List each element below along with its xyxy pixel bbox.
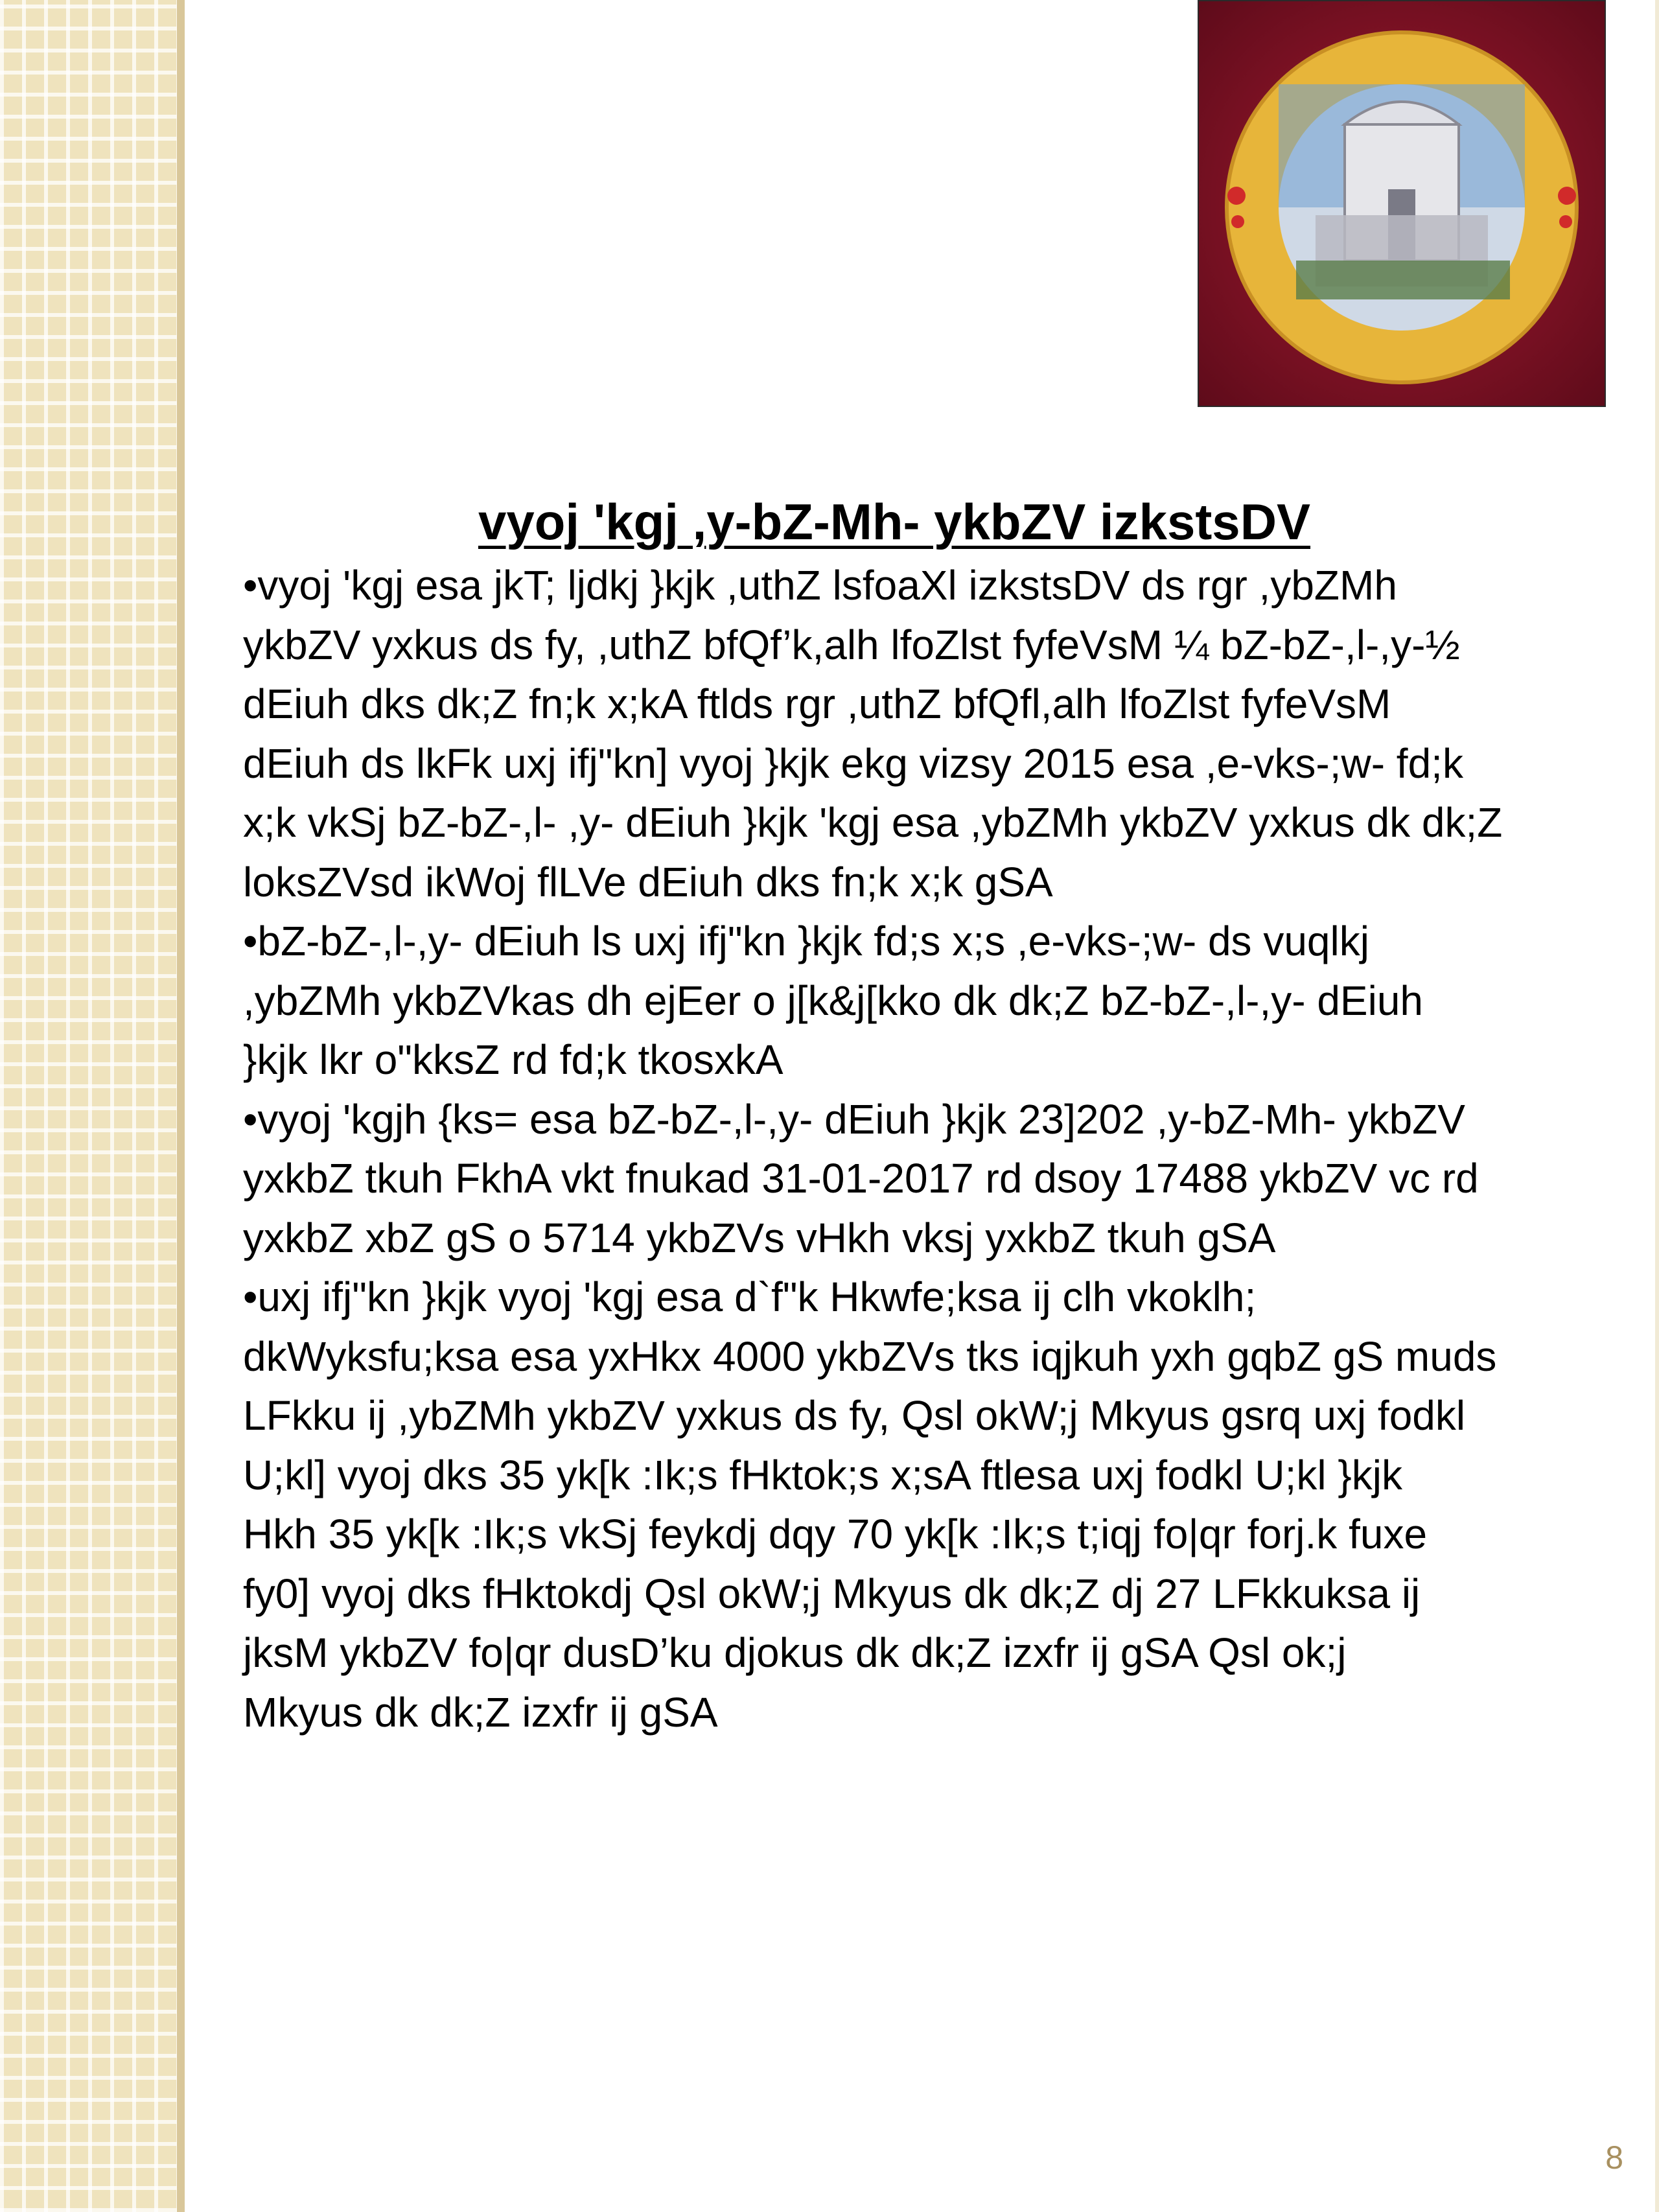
body-line: •uxj ifj"kn }kjk vyoj 'kgj esa d`f"k Hkwfe;ksa ij clh vkoklh; — [243, 1274, 1257, 1320]
body-line: yxkbZ tkuh FkhA vkt fnukad 31-01-2017 rd dsoy 17488 ykbZV vc rd — [243, 1155, 1479, 1202]
body-line: ,ybZMh ykbZVkas dh ejEer o j[k&j[kko dk dk;Z bZ-bZ-,l-,y- dEiuh — [243, 977, 1423, 1024]
body-line: x;k vkSj bZ-bZ-,l- ,y- dEiuh }kjk 'kgj esa ,ybZMh ykbZV yxkus dk dk;Z — [243, 799, 1503, 846]
body-line: •vyoj 'kgj esa jkT; ljdkj }kjk ,uthZ lsfoaXl izkstsDV ds rgr ,ybZMh — [243, 562, 1397, 609]
body-line: dEiuh ds lkFk uxj ifj"kn] vyoj }kjk ekg vizsy 2015 esa ,e-vks-;w- fd;k — [243, 739, 1463, 787]
body-line: }kjk lkr o"kksZ rd fd;k tkosxkA — [243, 1036, 783, 1083]
body-line: •bZ-bZ-,l-,y- dEiuh ls uxj ifj"kn }kjk fd;s x;s ,e-vks-;w- ds vuqlkj — [243, 918, 1369, 964]
body-line: jksM ykbZV fo|qr dusD’ku djokus dk dk;Z izxfr ij gSA Qsl ok;j — [243, 1629, 1347, 1676]
body-line: yxkbZ xbZ gS o 5714 ykbZVs vHkh vksj yxkbZ tkuh gSA — [243, 1214, 1276, 1261]
body-line: U;kl] vyoj dks 35 yk[k :Ik;s fHktok;s x;sA ftlesa uxj fodkl U;kl }kjk — [243, 1451, 1402, 1498]
body-line: fy0] vyoj dks fHktokdj Qsl okW;j Mkyus dk dk;Z dj 27 LFkkuksa ij — [243, 1570, 1421, 1617]
right-edge-strip — [1655, 0, 1659, 2212]
page-title: vyoj 'kgj ,y-bZ-Mh- ykbZV izkstsDV — [478, 493, 1311, 550]
emblem-logo — [1199, 1, 1605, 406]
body-line: Mkyus dk dk;Z izxfr ij gSA — [243, 1688, 718, 1736]
body-line: ykbZV yxkus ds fy, ,uthZ bfQf’k,alh lfoZlst fyfeVsM ¼ bZ-bZ-,l-,y-½ — [243, 621, 1460, 668]
page-number: 8 — [1605, 2139, 1623, 2176]
body-line: Hkh 35 yk[k :Ik;s vkSj feykdj dqy 70 yk[k :Ik;s t;iqj fo|qr forj.k fuxe — [243, 1511, 1428, 1557]
body-line: LFkku ij ,ybZMh ykbZV yxkus ds fy, Qsl okW;j Mkyus gsrq uxj fodkl — [243, 1392, 1466, 1439]
decorative-side-band — [0, 0, 185, 2212]
body-text — [243, 556, 1578, 1742]
body-line: dEiuh dks dk;Z fn;k x;kA ftlds rgr ,uthZ bfQfl,alh lfoZlst fyfeVsM — [243, 681, 1391, 727]
body-line: loksZVsd ikWoj flLVe dEiuh dks fn;k x;k gSA — [243, 858, 1053, 905]
body-line: dkWyksfu;ksa esa yxHkx 4000 ykbZVs tks iqjkuh yxh gqbZ gS muds — [243, 1333, 1497, 1380]
body-line: •vyoj 'kgjh {ks= esa bZ-bZ-,l-,y- dEiuh }kjk 23]202 ,y-bZ-Mh- ykbZV — [243, 1095, 1465, 1143]
